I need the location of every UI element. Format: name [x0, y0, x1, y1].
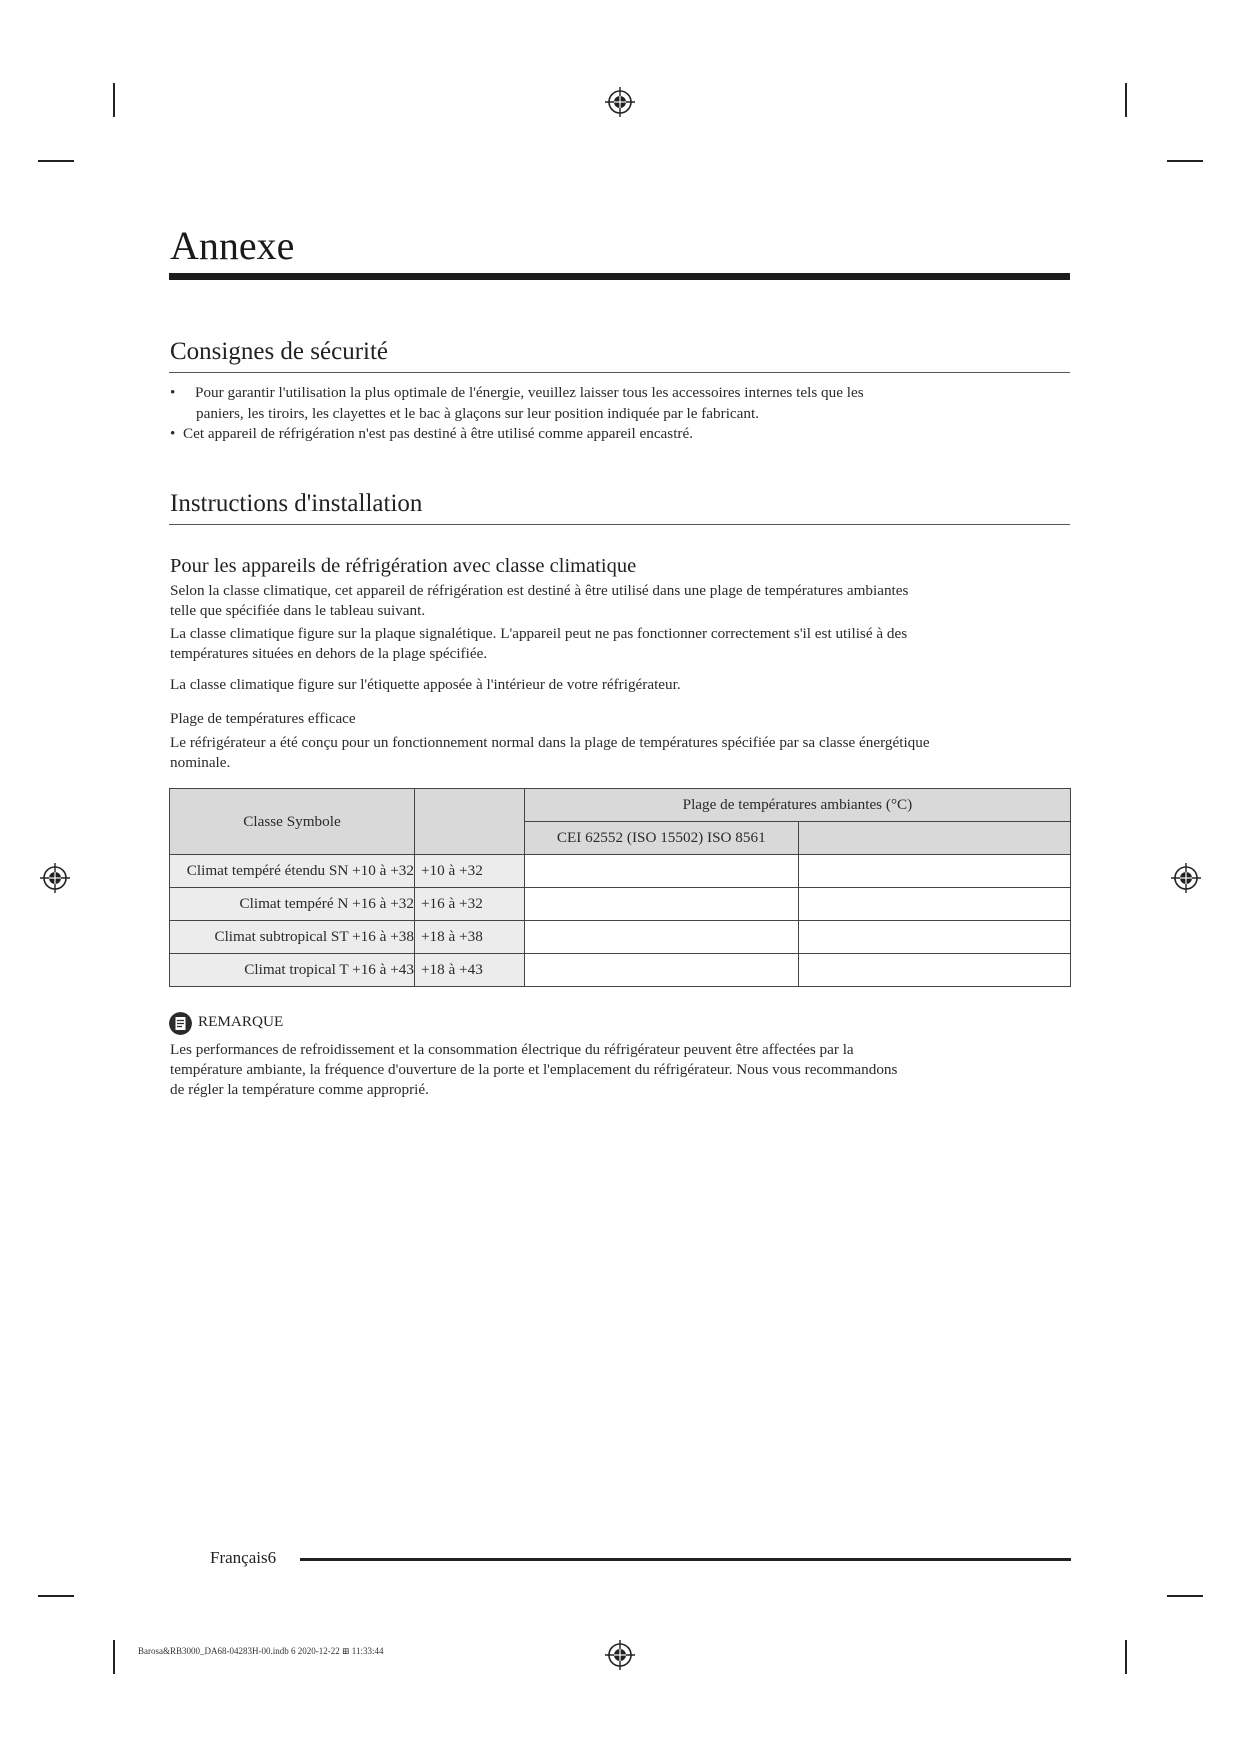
print-slug: Barosa&RB3000_DA68-04283H-00.indb 6 2020-12-22 ⊞ 11:33:44 — [138, 1646, 384, 1656]
table-header-empty — [414, 789, 524, 855]
crop-mark-top-right — [1125, 83, 1127, 117]
table-row — [170, 921, 1071, 954]
footer-rule — [300, 1558, 1071, 1561]
safety-bullet-text: paniers, les tiroirs, les clayettes et le bac à glaçons sur leur position indiquée par le fabricant. — [196, 405, 760, 422]
bullet-icon: • — [170, 384, 176, 401]
table-cell-empty — [798, 954, 1070, 987]
crop-mark-top-left — [113, 83, 115, 117]
table-row — [170, 855, 1071, 888]
safety-heading: Consignes de sécurité — [170, 338, 389, 365]
registration-target-icon — [1171, 863, 1201, 893]
install-paragraph-1: Selon la classe climatique, cet appareil de réfrigération est destiné à être utilisé dans une plage de températures ambiantes telle que spécifiée dans le tableau suivant. — [170, 582, 909, 619]
climate-class-name: Climat subtropical ST +16 à +38 — [170, 921, 415, 954]
table-cell-empty — [798, 855, 1070, 888]
install-heading: Instructions d'installation — [170, 490, 423, 517]
page-title: Annexe — [170, 223, 295, 268]
table-cell-empty — [524, 921, 798, 954]
table-header-empty — [798, 822, 1070, 855]
crop-mark-right-upper — [1167, 160, 1203, 162]
safety-bullet-text: Cet appareil de réfrigération n'est pas destiné à être utilisé comme appareil encastré. — [183, 425, 694, 442]
table-row — [170, 954, 1071, 987]
safety-bullet-text: Pour garantir l'utilisation la plus optimale de l'énergie, veuillez laisser tous les accessoires internes tels que les — [195, 384, 864, 401]
page-number: Français6 — [210, 1548, 277, 1567]
list-item — [170, 383, 930, 403]
safety-bullet-list — [170, 383, 930, 444]
climate-class-name: Climat tropical T +16 à +43 — [170, 954, 415, 987]
crop-mark-right-lower — [1167, 1595, 1203, 1597]
table-header-range: Plage de températures ambiantes (°C) — [524, 789, 1070, 822]
climate-class-range: +18 à +43 — [414, 954, 524, 987]
climate-class-range: +16 à +32 — [414, 888, 524, 921]
climate-class-name: Climat tempéré N +16 à +32 — [170, 888, 415, 921]
note-label: REMARQUE — [198, 1013, 284, 1030]
table-cell-empty — [798, 921, 1070, 954]
registration-target-icon — [605, 87, 635, 117]
registration-target-icon — [40, 863, 70, 893]
install-paragraph-3: La classe climatique figure sur l'étiquette apposée à l'intérieur de votre réfrigérateur. — [170, 676, 681, 693]
table-cell-empty — [798, 888, 1070, 921]
climate-class-range: +18 à +38 — [414, 921, 524, 954]
install-paragraph-4: Le réfrigérateur a été conçu pour un fonctionnement normal dans la plage de températures spécifiée par sa classe énergétique nominale. — [170, 734, 930, 771]
climate-class-name: Climat tempéré étendu SN +10 à +32 — [170, 855, 415, 888]
list-item — [170, 424, 930, 444]
title-rule — [169, 273, 1070, 280]
registration-target-icon — [605, 1640, 635, 1670]
table-cell-empty — [524, 954, 798, 987]
table-cell-empty — [524, 855, 798, 888]
install-paragraph-2: La classe climatique figure sur la plaque signalétique. L'appareil peut ne pas fonctionner correctement s'il est utilisé à des températures situées en dehors de la plage spécifiée. — [170, 625, 908, 662]
bullet-icon: • — [170, 425, 176, 442]
table-header-class: Classe Symbole — [170, 789, 415, 855]
range-heading: Plage de températures efficace — [170, 710, 356, 727]
crop-mark-left-upper — [38, 160, 74, 162]
safety-heading-rule — [169, 372, 1070, 373]
climate-class-table — [169, 788, 1071, 987]
install-subheading: Pour les appareils de réfrigération avec classe climatique — [170, 555, 637, 577]
crop-mark-left-lower — [38, 1595, 74, 1597]
table-cell-empty — [524, 888, 798, 921]
note-text: Les performances de refroidissement et la consommation électrique du réfrigérateur peuvent être affectées par la température ambiante, la fréquence d'ouverture de la porte et l'emplacement du réfrigérateur. Nous vous recommandons de régler la température comme approprié. — [170, 1041, 898, 1098]
table-header-row — [170, 789, 1071, 822]
table-header-standard: CEI 62552 (ISO 15502) ISO 8561 — [524, 822, 798, 855]
climate-class-range: +10 à +32 — [414, 855, 524, 888]
table-row — [170, 888, 1071, 921]
note-icon — [169, 1012, 192, 1035]
install-heading-rule — [169, 524, 1070, 525]
list-item-continuation — [170, 404, 930, 424]
crop-mark-bottom-right — [1125, 1640, 1127, 1674]
crop-mark-bottom-left — [113, 1640, 115, 1674]
